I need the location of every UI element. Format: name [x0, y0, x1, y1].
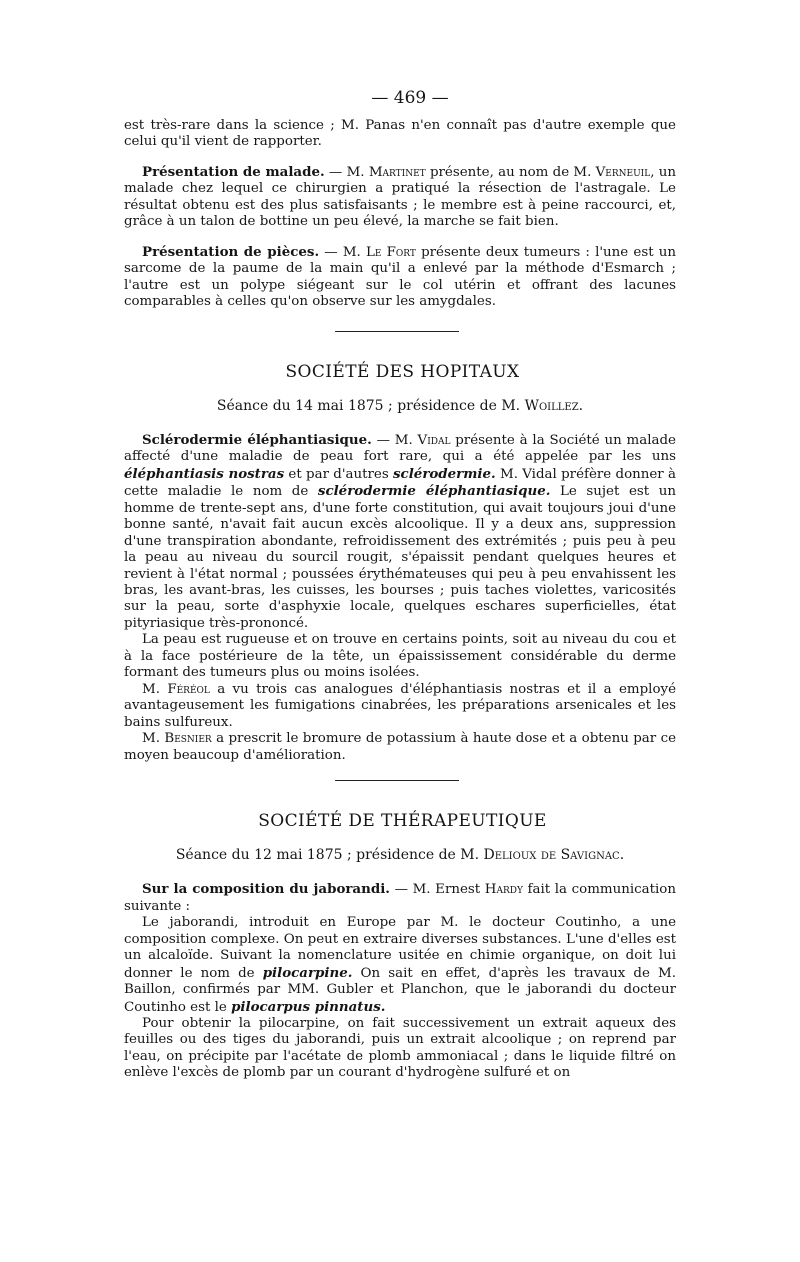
- text-run: présente deux tumeurs : l'une est un sarcome de la paume de la main qu'il a enlevé par la méthode d'Esmarch ; l'autre est un polype siégeant sur le col utérin et offrant des lacunes comparables à celles qu'on observe sur les amygdales.: [124, 244, 676, 310]
- text-run: On sait en effet, d'après les travaux de M. Baillon, confirmés par MM. Gubler et Planchon, que le jaborandi du docteur Coutinho est le: [124, 965, 676, 1015]
- text-run: fait la communication suivante :: [124, 882, 676, 914]
- pilocarpine-paragraph: Pour obtenir la pilocarpine, on fait successivement un extrait aqueux des feuilles ou des tiges du jaborandi, puis un extrait alcoolique ; on reprend par l'eau, on précipite par l'acétate de plomb ammoniacal ; dans le liquide filtré on enlève l'excès de plomb par un courant d'hydrogène sulfuré et on: [124, 1016, 676, 1081]
- text-run: Le sujet est un homme de trente-sept ans, d'une forte constitution, qui avait toujours joui d'une bonne santé, n'avait fait aucun excès alcoolique. Il y a deux ans, suppression d'une transpiration abondante, refroidissement des extrémités ; puis peu à peu la peau au niveau du sourcil rougit, s'épaissit pendant quelques heures et revient à l'état normal ; poussées érythémateuses qui peu à peu envahissent les bras, les avant-bras, les cuisses, les bourses ; puis taches violettes, varicosités sur la peau, sorte d'asphyxie locale, quelques eschares superficielles, état pityriasique très-prononcé.: [124, 484, 676, 631]
- composition-paragraph: [124, 915, 676, 1016]
- person-name: Woillez.: [524, 397, 584, 414]
- text-run: Séance du 12 mai 1875 ; présidence de M.: [175, 847, 484, 864]
- italic-term: pilocarpus pinnatus.: [231, 998, 386, 1015]
- fereol-paragraph: [124, 682, 676, 731]
- text-run: Séance du 14 mai 1875 ; présidence de M.: [216, 397, 525, 414]
- text-run: présente, au nom de M.: [425, 164, 596, 180]
- text-run: Le jaborandi, introduit en Europe par M. le docteur Coutinho, a une composition complexe. On peut en extraire diverses substances. L'une d'elles est un alcaloïde. Suivant la nomenclature usitée en chimie organique, on doit lui donner le nom de: [124, 915, 676, 981]
- italic-term: éléphantiasis nostras: [124, 465, 285, 482]
- section-divider: [335, 780, 459, 781]
- text-run: — M. Ernest: [389, 882, 485, 898]
- meeting-line-hopitaux: [124, 397, 676, 415]
- italic-term: sclérodermie.: [393, 465, 496, 482]
- document-page: [124, 88, 676, 1082]
- peau-paragraph: La peau est rugueuse et on trouve en certains points, soit au niveau du cou et à la face postérieure de la tête, un épaississement considérable du derme formant des tumeurs plus ou moins isolées.: [124, 632, 676, 681]
- text-run: — M.: [319, 244, 366, 260]
- sclerodermie-heading: Sclérodermie éléphantiasique.: [142, 431, 372, 448]
- text-run: — M.: [371, 432, 418, 448]
- intro-paragraph: est très-rare dans la science ; M. Panas n'en connaît pas d'autre exemple que celui qu'il vient de rapporter.: [124, 118, 676, 150]
- presentation-malade-heading: Présentation de malade.: [142, 163, 325, 180]
- person-name: Le Fort: [366, 244, 416, 260]
- person-name: Féréol: [167, 681, 210, 697]
- presentation-malade-paragraph: [124, 164, 676, 231]
- text-run: M.: [142, 681, 168, 697]
- text-run: M.: [142, 731, 165, 747]
- person-name: Vidal: [417, 432, 451, 448]
- jaborandi-paragraph: [124, 881, 676, 915]
- besnier-paragraph: [124, 731, 676, 764]
- person-name: Delioux de Savignac.: [483, 847, 625, 864]
- page-number: — 469 —: [371, 88, 449, 108]
- text-run: a prescrit le bromure de potassium à haute dose et a obtenu par ce moyen beaucoup d'amélioration.: [124, 731, 676, 763]
- text-run: présente à la Société un malade affecté d'une maladie de peau fort rare, qui a été appelée par les uns: [124, 432, 676, 465]
- italic-term: sclérodermie éléphantiasique.: [317, 483, 551, 500]
- section-title-therapeutique: SOCIÉTÉ DE THÉRAPEUTIQUE: [258, 811, 547, 832]
- text-run: , un malade chez lequel ce chirurgien a pratiqué la résection de l'astragale. Le résultat obtenu est des plus satisfaisants ; le membre est à peine raccourci, et, grâce à un talon de bottine un peu élevé, la marche se fait bien.: [124, 164, 676, 230]
- person-name: Martinet: [368, 164, 426, 180]
- sclerodermie-paragraph: [124, 432, 676, 632]
- text-run: a vu trois cas analogues d'éléphantiasis nostras et il a employé avantageusement les fumigations cinabrées, les préparations arsenicales et les bains sulfureux.: [124, 681, 676, 730]
- text-run: M. Vidal préfère donner à cette maladie le nom de: [124, 466, 676, 500]
- jaborandi-heading: Sur la composition du jaborandi.: [142, 881, 390, 898]
- person-name: Besnier: [164, 731, 212, 747]
- text-run: et par d'autres: [284, 466, 394, 482]
- person-name: Hardy: [484, 882, 523, 898]
- italic-term: pilocarpine.: [262, 964, 353, 981]
- section-divider: [335, 331, 459, 332]
- person-name: Verneuil: [595, 164, 651, 180]
- section-title-hopitaux: SOCIÉTÉ DES HOPITAUX: [285, 361, 520, 382]
- presentation-pieces-paragraph: [124, 244, 676, 311]
- text-run: — M.: [324, 164, 369, 180]
- presentation-pieces-heading: Présentation de pièces.: [142, 243, 320, 260]
- meeting-line-therapeutique: [124, 846, 676, 864]
